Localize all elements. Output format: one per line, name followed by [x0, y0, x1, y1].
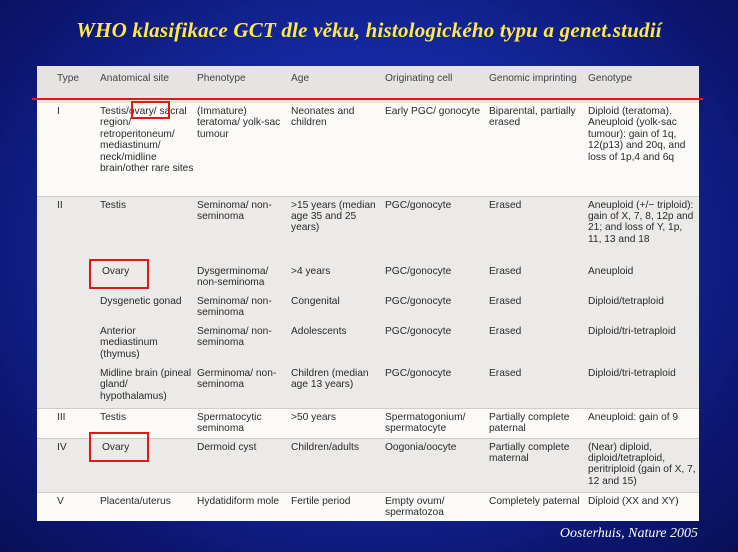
- cell-origin: PGC/gonocyte: [385, 293, 489, 323]
- cell-imprinting: Erased: [489, 263, 588, 293]
- cell-type: III: [37, 408, 100, 438]
- cell-type: [37, 323, 100, 365]
- cell-type: [37, 293, 100, 323]
- header-originating-cell: Originating cell: [385, 66, 489, 103]
- cell-genotype: Aneuploid: gain of 9: [588, 408, 699, 438]
- cell-type: II: [37, 196, 100, 263]
- cell-genotype: Diploid (teratoma). Aneuploid (yolk-sac tumour): gain of 1q, 12(p13) and 20q, and loss of 1p,4 and 6q: [588, 103, 699, 196]
- cell-imprinting: Erased: [489, 365, 588, 408]
- cell-origin: PGC/gonocyte: [385, 323, 489, 365]
- cell-phenotype: Dermoid cyst: [197, 438, 291, 492]
- cell-phenotype: Seminoma/ non-seminoma: [197, 196, 291, 263]
- cell-site: Anterior mediastinum (thymus): [100, 323, 197, 365]
- red-underline: [32, 98, 703, 100]
- cell-site: Ovary: [100, 438, 197, 492]
- cell-phenotype: Seminoma/ non-seminoma: [197, 293, 291, 323]
- cell-age: >15 years (median age 35 and 25 years): [291, 196, 385, 263]
- header-age: Age: [291, 66, 385, 103]
- header-genomic-imprinting: Genomic imprinting: [489, 66, 588, 103]
- cell-imprinting: Erased: [489, 196, 588, 263]
- cell-phenotype: Hydatidiform mole: [197, 492, 291, 521]
- cell-site: Testis/ovary/ sacral region/ retroperitoneum/ mediastinum/ neck/midline brain/other rare sites: [100, 103, 197, 196]
- cell-type: [37, 365, 100, 408]
- cell-imprinting: Erased: [489, 323, 588, 365]
- cell-imprinting: Partially complete maternal: [489, 438, 588, 492]
- cell-site: Midline brain (pineal gland/ hypothalamus): [100, 365, 197, 408]
- cell-genotype: Diploid/tri-tetraploid: [588, 323, 699, 365]
- cell-imprinting: Partially complete paternal: [489, 408, 588, 438]
- cell-type: V: [37, 492, 100, 521]
- cell-genotype: Diploid/tetraploid: [588, 293, 699, 323]
- cell-age: Fertile period: [291, 492, 385, 521]
- ovary-highlight-box: [131, 101, 170, 119]
- cell-origin: Empty ovum/ spermatozoa: [385, 492, 489, 521]
- cell-age: Children/adults: [291, 438, 385, 492]
- cell-site: Ovary: [100, 263, 197, 293]
- cell-imprinting: Biparental, partially erased: [489, 103, 588, 196]
- ovary-highlight-box: [89, 432, 149, 462]
- cell-phenotype: Seminoma/ non-seminoma: [197, 323, 291, 365]
- cell-type: IV: [37, 438, 100, 492]
- cell-phenotype: Germinoma/ non-seminoma: [197, 365, 291, 408]
- header-type: Type: [37, 66, 100, 103]
- cell-origin: Oogonia/oocyte: [385, 438, 489, 492]
- cell-genotype: Aneuploid (+/− triploid): gain of X, 7, 8, 12p and 21; and loss of Y, 1p, 11, 13 and 18: [588, 196, 699, 263]
- cell-genotype: Diploid (XX and XY): [588, 492, 699, 521]
- slide-title: WHO klasifikace GCT dle věku, histologického typu a genet.studií: [76, 18, 662, 42]
- cell-origin: PGC/gonocyte: [385, 263, 489, 293]
- cell-origin: PGC/gonocyte: [385, 365, 489, 408]
- cell-phenotype: Dysgerminoma/ non-seminoma: [197, 263, 291, 293]
- cell-age: >50 years: [291, 408, 385, 438]
- cell-site: Placenta/uterus: [100, 492, 197, 521]
- header-genotype: Genotype: [588, 66, 699, 103]
- cell-age: Children (median age 13 years): [291, 365, 385, 408]
- cell-type: I: [37, 103, 100, 196]
- cell-genotype: Diploid/tri-tetraploid: [588, 365, 699, 408]
- ovary-highlight-box: [89, 259, 149, 289]
- cell-age: Adolescents: [291, 323, 385, 365]
- cell-imprinting: Erased: [489, 293, 588, 323]
- table-row: [37, 365, 699, 408]
- table-row: [37, 196, 699, 263]
- header-phenotype: Phenotype: [197, 66, 291, 103]
- cell-origin: Spermatogonium/ spermatocyte: [385, 408, 489, 438]
- cell-genotype: Aneuploid: [588, 263, 699, 293]
- header-anatomical-site: Anatomical site: [100, 66, 197, 103]
- cell-site: Testis: [100, 196, 197, 263]
- cell-site: Dysgenetic gonad: [100, 293, 197, 323]
- cell-age: Neonates and children: [291, 103, 385, 196]
- cell-phenotype: (Immature) teratoma/ yolk-sac tumour: [197, 103, 291, 196]
- cell-imprinting: Completely paternal: [489, 492, 588, 521]
- cell-site: Testis: [100, 408, 197, 438]
- table-row: [37, 323, 699, 365]
- cell-age: >4 years: [291, 263, 385, 293]
- citation: Oosterhuis, Nature 2005: [559, 526, 698, 541]
- cell-phenotype: Spermatocytic seminoma: [197, 408, 291, 438]
- table-row: [37, 293, 699, 323]
- table-row: [37, 492, 699, 521]
- cell-age: Congenital: [291, 293, 385, 323]
- cell-origin: Early PGC/ gonocyte: [385, 103, 489, 196]
- cell-origin: PGC/gonocyte: [385, 196, 489, 263]
- cell-genotype: (Near) diploid, diploid/tetraploid, peritriploid (gain of X, 7, 12 and 15): [588, 438, 699, 492]
